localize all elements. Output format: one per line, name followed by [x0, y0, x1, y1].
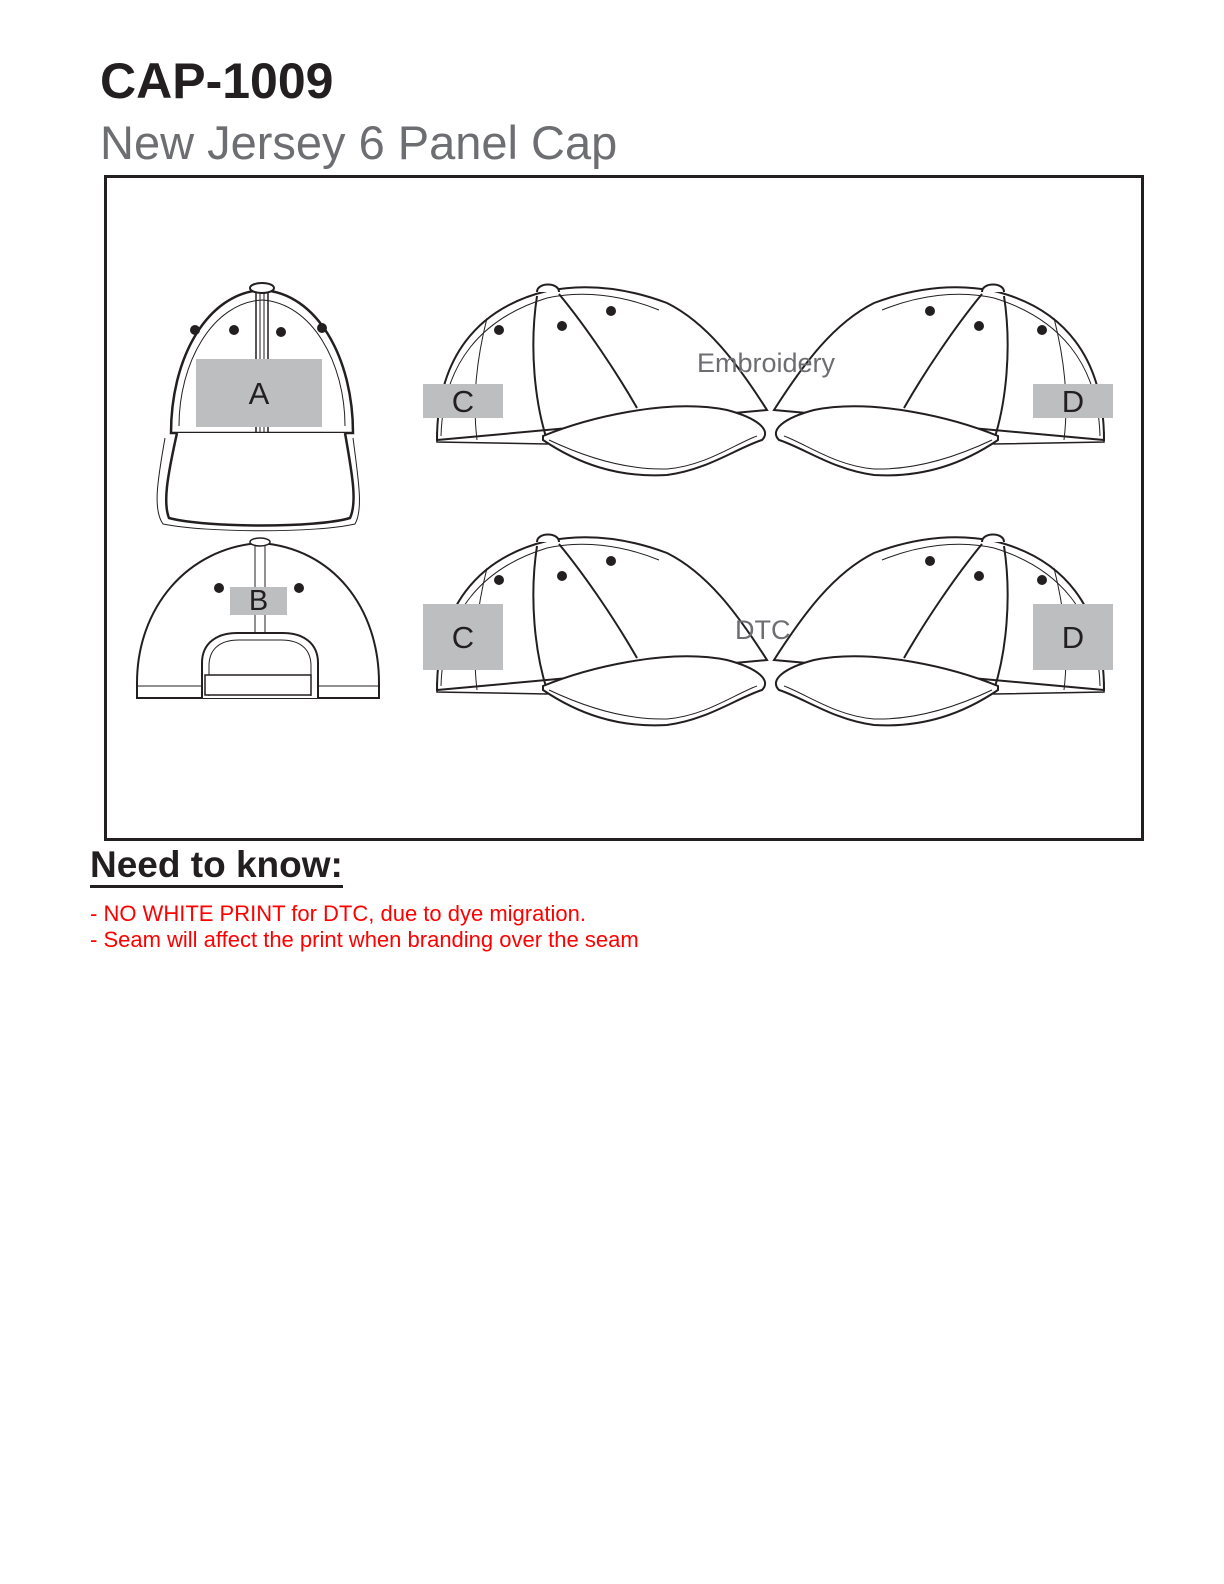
- cap-left-view-embroidery: [437, 285, 767, 476]
- zone-c-dtc: C: [423, 604, 503, 670]
- product-name: New Jersey 6 Panel Cap: [100, 116, 618, 169]
- zone-d-embroidery: D: [1033, 384, 1113, 418]
- cap-back-view: [137, 538, 379, 698]
- cap-right-view-embroidery: [774, 285, 1104, 476]
- zone-d-dtc: D: [1033, 604, 1113, 670]
- method-label-dtc: DTC: [735, 615, 791, 645]
- note-item: - NO WHITE PRINT for DTC, due to dye migration.: [90, 901, 586, 926]
- cap-drawings: [107, 178, 1141, 838]
- product-code: CAP-1009: [100, 53, 334, 109]
- decoration-diagram: [104, 175, 1144, 841]
- notes-heading: Need to know:: [90, 846, 343, 888]
- zone-b-back: B: [230, 587, 287, 615]
- note-item: - Seam will affect the print when branding over the seam: [90, 927, 639, 952]
- zone-a-front: A: [196, 359, 322, 427]
- zone-c-embroidery: C: [423, 384, 503, 418]
- method-label-embroidery: Embroidery: [697, 348, 836, 378]
